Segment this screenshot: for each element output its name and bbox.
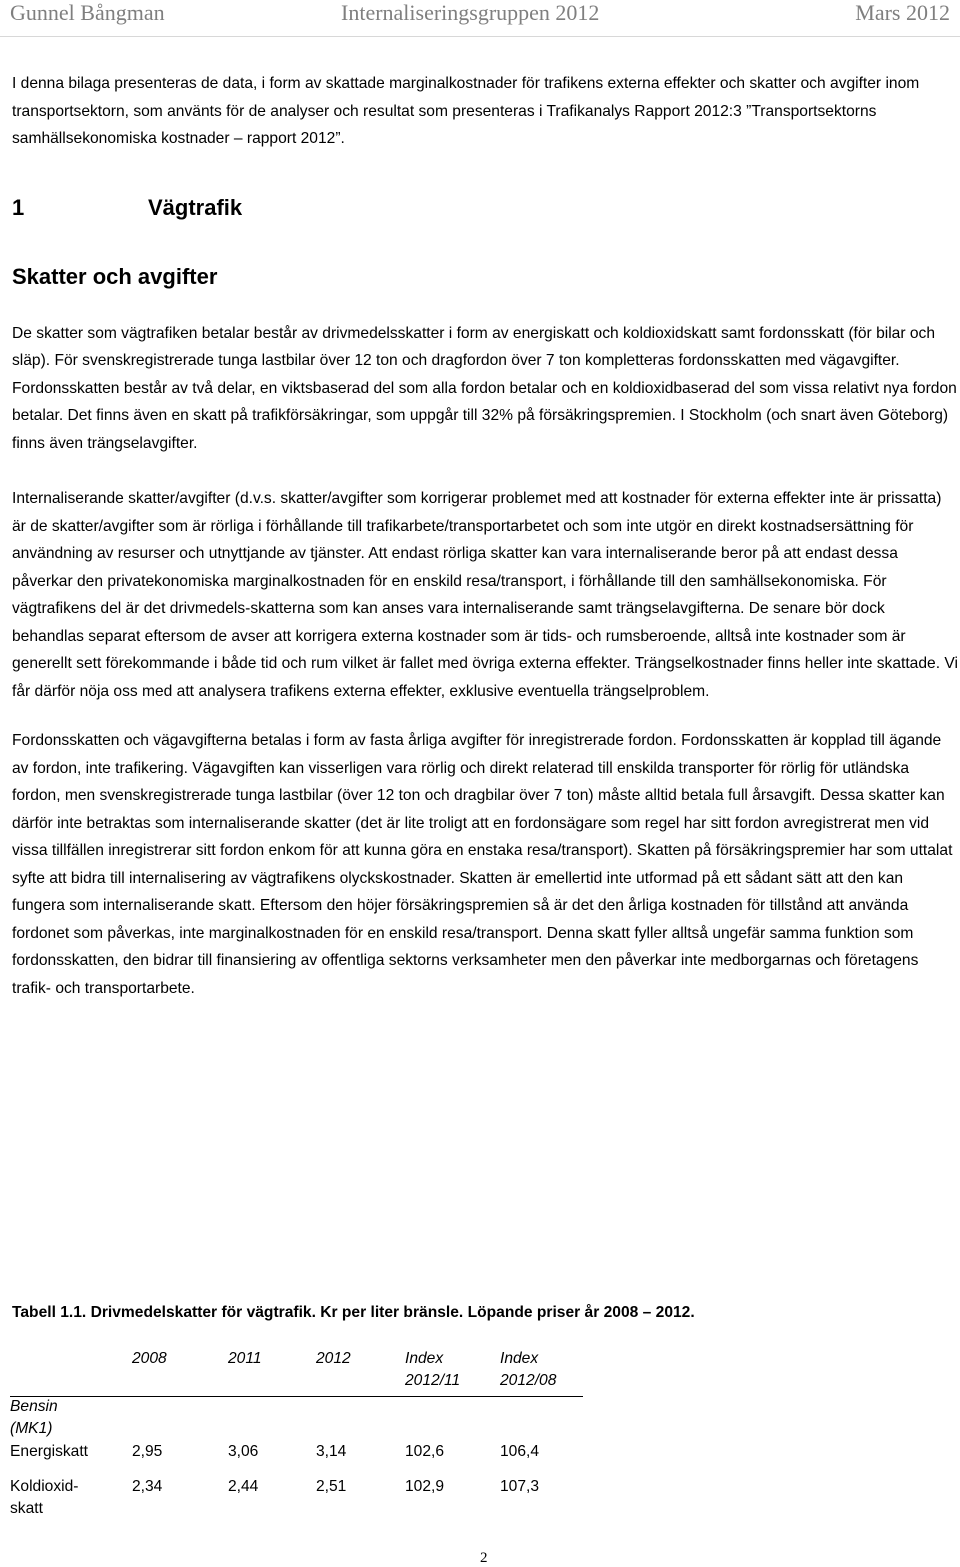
column-header: 2011 bbox=[228, 1350, 262, 1367]
chapter-title: Vägtrafik bbox=[148, 194, 243, 220]
column-header: 2008 bbox=[132, 1350, 167, 1367]
intro-paragraph: I denna bilaga presenteras de data, i form av skattade marginalkostnader för trafikens externa effekter och skatter och avgifter inom transportsektorn, som använts för de analyser och resultat som presenteras i Trafikanalys Rapport 2012:3 ”Transportsektorns samhällsekonomiska kostnader – rapport 2012”. bbox=[12, 75, 920, 147]
header-group: Internaliseringsgruppen 2012 bbox=[341, 0, 600, 25]
column-header: 2012 bbox=[316, 1350, 351, 1367]
header-divider bbox=[0, 36, 960, 37]
row-label: Koldioxid-skatt bbox=[10, 1478, 79, 1517]
table-header-rule bbox=[10, 1396, 583, 1397]
page-number: 2 bbox=[480, 1550, 488, 1566]
body-paragraph: De skatter som vägtrafiken betalar består av drivmedelsskatter i form av energiskatt och koldioxidskatt samt fordonsskatt (för bilar och släp). För svenskregistrerade tunga lastbilar över 12 ton och dragfordon över 7 ton kompletteras fordonsskatten med vägavgifter. Fordonsskatten består av två delar, en viktsbaserad del som alla fordon betalar och en koldioxidbaserad del som vissa relativt nya fordon betalar. Det finns även en skatt på trafikförsäkringar, som uppgår till 32% på försäkringspremien. I Stockholm (och snart även Göteborg) finns även trängselavgifter. bbox=[12, 324, 957, 452]
table-cell: 3,14 bbox=[316, 1443, 347, 1460]
column-header: Index 2012/08 bbox=[500, 1350, 557, 1389]
body-paragraph: Internaliserande skatter/avgifter (d.v.s. skatter/avgifter som korrigerar problemet med att kostnader för externa effekter inte är prissatta) är de skatter/avgifter som är rörliga i förhållande till trafikarbete/transportarbetet och som inte utgör en direkt kostnadsersättning för användning av resurser och utnyttjande av tjänster. Att endast rörliga skatter kan vara internaliserande beror på att endast dessa påverkar den privatekonomiska marginalkostnaden för en enskild resa/transport, i förhållande till den samhällsekonomiska. För vägtrafikens del är det drivmedels-skatterna som kan anses vara internaliserande samt trängselavgifterna. De senare bör dock behandlas separat eftersom de avser att korrigera externa kostnader som är tids- och rumsberoende, alltså inte kostnader som är generellt sett förekommande i både tid och rum vilket är fallet med övriga externa effekter. Trängselkostnader finns heller inte skattade. Vi får därför nöja oss med att analysera trafikens externa effekter, exklusive eventuella trängselproblem. bbox=[12, 490, 958, 700]
table-caption: Tabell 1.1. Drivmedelskatter för vägtrafik. Kr per liter bränsle. Löpande priser år 2008 – 2012. bbox=[12, 1304, 695, 1321]
row-label: Energiskatt bbox=[10, 1443, 89, 1460]
table-cell: 102,6 bbox=[405, 1443, 445, 1460]
table-cell: 3,06 bbox=[228, 1443, 259, 1460]
chapter-number: 1 bbox=[12, 194, 25, 220]
row-group-label: Bensin (MK1) bbox=[10, 1398, 58, 1437]
table-cell: 2,34 bbox=[132, 1478, 163, 1495]
page-header bbox=[0, 0, 960, 30]
header-date: Mars 2012 bbox=[855, 0, 950, 25]
body-paragraph: Fordonsskatten och vägavgifterna betalas i form av fasta årliga avgifter för inregistrerade fordon. Fordonsskatten är kopplad till ägande av fordon, inte trafikering. Vägavgiften kan visserligen vara rörlig och direkt relaterad till enskilda transporter för rörlig för utländska fordon, men svenskregistrerade tunga lastbilar (över 12 ton och dragbilar över 7 ton) måste alltid betala full årsavgift. Dessa skatter kan därför inte betraktas som internaliserande skatter (det är lite troligt att en fordonsägare som regel har sitt fordon avregistrerat men vid vissa tillfällen inregistrerar sitt fordon enkom för att kunna göra en enstaka resa/transport). Skatten på försäkringspremier har som uttalat syfte att bidra till internalisering av vägtrafikens olyckskostnader. Skatten är emellertid inte utformad på ett sådant sätt att den kan fungera som internaliserande skatt. Eftersom den höjer försäkringspremien så är det den årliga kostnaden för tillstånd att använda fordonet som påverkas, inte marginalkostnaden för en enskild resa/transport. Denna skatt fyller alltså ungefär samma funktion som fordonsskatten, den bidrar till finansiering av offentliga sektorns verksamheter men den påverkar inte medborgarnas och företagens trafik- och transportarbete. bbox=[12, 732, 953, 997]
table-cell: 107,3 bbox=[500, 1478, 540, 1495]
table-cell: 106,4 bbox=[500, 1443, 540, 1460]
table-cell: 2,44 bbox=[228, 1478, 259, 1495]
column-header: Index 2012/11 bbox=[405, 1350, 461, 1389]
table-cell: 2,95 bbox=[132, 1443, 163, 1460]
section-heading: Skatter och avgifter bbox=[12, 263, 218, 289]
chapter-heading bbox=[12, 193, 958, 223]
table-cell: 102,9 bbox=[405, 1478, 445, 1495]
header-author: Gunnel Bångman bbox=[10, 0, 165, 25]
table-cell: 2,51 bbox=[316, 1478, 347, 1495]
document-body bbox=[12, 70, 958, 1002]
